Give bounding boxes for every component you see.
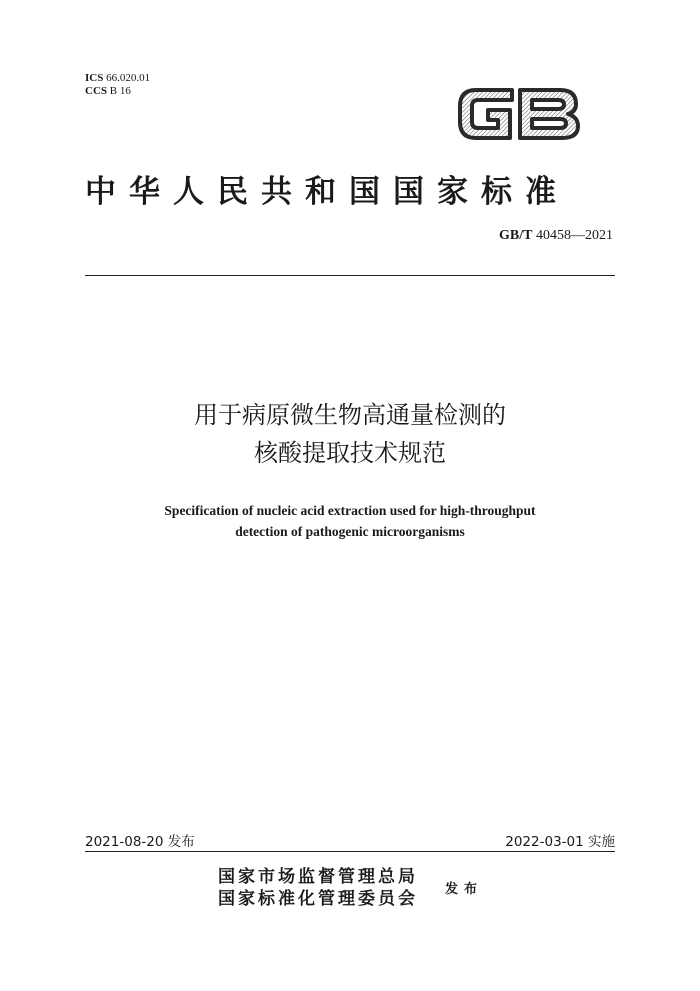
chinese-title-line2: 核酸提取技术规范 — [254, 439, 446, 467]
gb-logo-icon — [454, 82, 584, 146]
standard-number-prefix: GB/T — [499, 228, 533, 243]
issuer-sac: 国家标准化管理委员会 — [218, 889, 418, 909]
english-title — [0, 500, 700, 542]
issue-action: 发布 — [445, 882, 484, 897]
national-standard-title: 中华人民共和国国家标准 — [85, 174, 569, 210]
english-title-line1: Specification of nucleic acid extraction used for high-throughput — [164, 503, 536, 518]
implementation-date: 2022-03-01 实施 — [505, 834, 615, 850]
top-divider — [85, 275, 615, 276]
ccs-code: B 16 — [109, 85, 131, 97]
chinese-title-line1: 用于病原微生物高通量检测的 — [194, 401, 506, 429]
standard-number-value: 40458—2021 — [536, 228, 613, 243]
bottom-divider — [85, 851, 615, 852]
ccs-label: CCS — [85, 85, 108, 97]
release-date: 2021-08-20 发布 — [85, 834, 195, 850]
ics-label: ICS — [85, 72, 104, 84]
chinese-title — [0, 396, 700, 472]
english-title-line2: detection of pathogenic microorganisms — [235, 524, 465, 539]
issuer-samr: 国家市场监督管理总局 — [218, 867, 418, 887]
classification-codes — [85, 72, 150, 98]
standard-number — [499, 228, 613, 244]
ics-code: 66.020.01 — [106, 72, 151, 84]
ics-line — [85, 72, 150, 85]
ccs-line — [85, 85, 150, 98]
issuing-authorities — [218, 866, 418, 910]
